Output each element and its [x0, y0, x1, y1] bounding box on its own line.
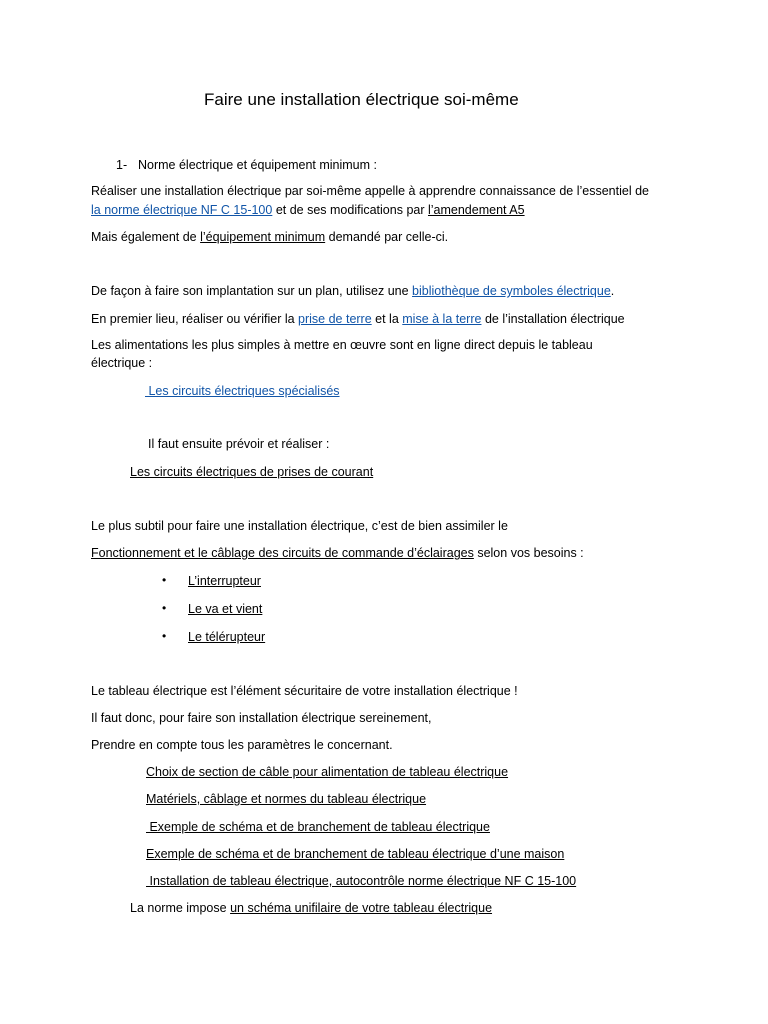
- link-exemple-schema-maison[interactable]: [146, 846, 564, 862]
- paragraph-sereinement: Il faut donc, pour faire son installation électrique sereinement,: [91, 711, 432, 725]
- link-prises-de-courant[interactable]: [130, 464, 373, 480]
- link-circuits-specialises[interactable]: [145, 383, 340, 399]
- link-text[interactable]: Matériels, câblage et normes du tableau électrique: [146, 792, 427, 806]
- paragraph-eclairages: [91, 545, 584, 561]
- bullet-item[interactable]: [188, 573, 261, 589]
- link-interrupteur[interactable]: L’interrupteur: [188, 574, 261, 588]
- link-norme-nfc15100[interactable]: la norme électrique NF C 15-100: [91, 203, 273, 217]
- link-fonctionnement-eclairages[interactable]: Fonctionnement et le câblage des circuits de commande d’éclairages: [91, 546, 474, 560]
- link-exemple-schema[interactable]: [146, 819, 490, 835]
- link-materiels-cablage[interactable]: [146, 791, 426, 807]
- paragraph-terre: [91, 311, 625, 327]
- text-segment: demandé par celle-ci.: [325, 230, 449, 244]
- link-text[interactable]: Installation de tableau électrique, autocontrôle norme électrique NF C 15-100: [146, 874, 577, 888]
- paragraph-norme-impose: [130, 900, 492, 916]
- page-title: Faire une installation électrique soi-même: [204, 90, 519, 109]
- paragraph-alimentations-line2: électrique :: [91, 356, 153, 370]
- paragraph-tableau-securitaire: Le tableau électrique est l’élément sécuritaire de votre installation électrique !: [91, 684, 518, 698]
- text-segment: De façon à faire son implantation sur un plan, utilisez une: [91, 284, 413, 298]
- section-number: 1-: [116, 158, 128, 172]
- text-segment: La norme impose: [130, 901, 231, 915]
- bullet-item[interactable]: [188, 629, 265, 645]
- text-segment: .: [610, 284, 615, 298]
- link-prise-de-terre[interactable]: prise de terre: [298, 312, 372, 326]
- link-telerupteur[interactable]: Le télérupteur: [188, 630, 266, 644]
- link-text[interactable]: Exemple de schéma et de branchement de tableau électrique d’une maison: [146, 847, 565, 861]
- text-segment: En premier lieu, réaliser ou vérifier la: [91, 312, 299, 326]
- link-choix-section-cable[interactable]: [146, 764, 508, 780]
- paragraph-parametres: Prendre en compte tous les paramètres le concernant.: [91, 738, 393, 752]
- paragraph-equipement: [91, 229, 448, 245]
- text-segment: selon vos besoins :: [473, 546, 584, 560]
- paragraph-intro-line2: [91, 202, 525, 218]
- paragraph-prevoir: Il faut ensuite prévoir et réaliser :: [148, 437, 330, 451]
- paragraph-alimentations-line1: Les alimentations les plus simples à mettre en œuvre sont en ligne direct depuis le tableau: [91, 338, 593, 352]
- link-equipement-minimum[interactable]: l’équipement minimum: [200, 230, 326, 244]
- section-heading: Norme électrique et équipement minimum :: [138, 158, 377, 172]
- link-circuits-specialises-text[interactable]: Les circuits électriques spécialisés: [145, 384, 340, 398]
- bullet-icon: •: [162, 629, 167, 643]
- text-segment: Mais également de: [91, 230, 201, 244]
- bullet-icon: •: [162, 601, 167, 615]
- link-bibliotheque-symboles[interactable]: bibliothèque de symboles électrique: [412, 284, 611, 298]
- link-va-et-vient[interactable]: Le va et vient: [188, 602, 263, 616]
- bullet-item[interactable]: [188, 601, 262, 617]
- paragraph-subtil: Le plus subtil pour faire une installation électrique, c’est de bien assimiler le: [91, 519, 508, 533]
- link-amendement-a5[interactable]: l’amendement A5: [427, 203, 525, 217]
- paragraph-symboles: [91, 283, 614, 299]
- link-text[interactable]: Choix de section de câble pour alimentation de tableau électrique: [146, 765, 509, 779]
- link-prises-de-courant-text[interactable]: Les circuits électriques de prises de courant: [130, 465, 374, 479]
- link-schema-unifilaire[interactable]: un schéma unifilaire de votre tableau électrique: [230, 901, 493, 915]
- paragraph-intro-line1: Réaliser une installation électrique par soi-même appelle à apprendre connaissance de l’essentiel de: [91, 184, 649, 198]
- text-segment: et la: [371, 312, 403, 326]
- link-installation-autocontrole[interactable]: [146, 873, 576, 889]
- text-segment: de l’installation électrique: [481, 312, 625, 326]
- paragraph-intro-mid: et de ses modifications par: [272, 203, 428, 217]
- bullet-icon: •: [162, 573, 167, 587]
- link-mise-a-la-terre[interactable]: mise à la terre: [402, 312, 482, 326]
- link-text[interactable]: Exemple de schéma et de branchement de tableau électrique: [146, 820, 490, 834]
